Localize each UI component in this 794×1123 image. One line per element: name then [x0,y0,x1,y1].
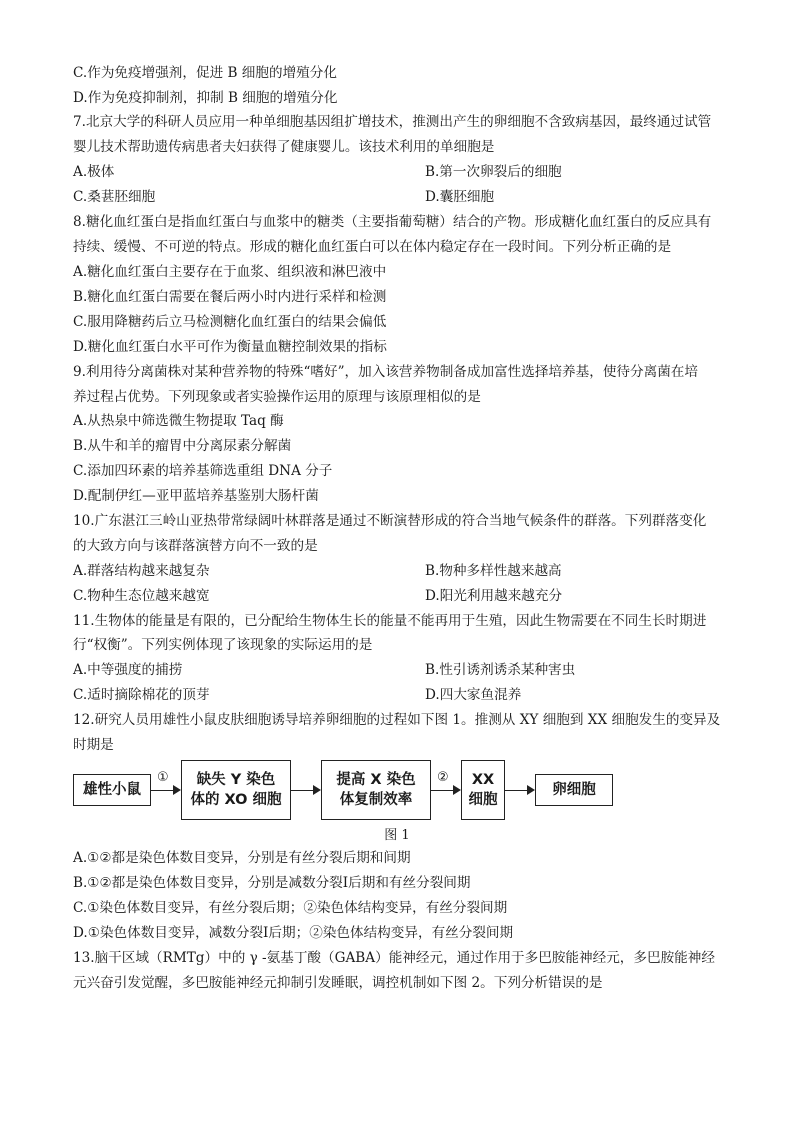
question-12-line1: 12.研究人员用雄性小鼠皮肤细胞诱导培养卵细胞的过程如下图 1。推测从 XY 细胞到 XX 细胞发生的变异及 [73,712,721,728]
option-8c: C.服用降糖药后立马检测糖化血红蛋白的结果会偏低 [73,314,387,330]
question-13-line1: 13.脑干区域（RMTg）中的 γ -氨基丁酸（GABA）能神经元，通过作用于多巴胺能神经元，多巴胺能神经 [73,950,715,966]
arrow-1 [151,790,179,791]
box-xx-cell: XX 细胞 [461,760,505,820]
option-6c: C.作为免疫增强剂，促进 B 细胞的增殖分化 [73,65,337,81]
box-x-replication: 提高 X 染色 体复制效率 [321,760,431,820]
question-8-line2: 持续、缓慢、不可逆的特点。形成的糖化血红蛋白可以在体内稳定存在一段时间。下列分析正确的是 [73,239,672,255]
question-12-line2: 时期是 [73,737,114,753]
question-8-line1: 8.糖化血红蛋白是指血红蛋白与血浆中的糖类（主要指葡萄糖）结合的产物。形成糖化血红蛋白的反应具有 [73,214,712,230]
option-12d: D.①染色体数目变异，减数分裂Ⅰ后期；②染色体结构变异，有丝分裂间期 [73,925,514,941]
question-7-line1: 7.北京大学的科研人员应用一种单细胞基因组扩增技术，推测出产生的卵细胞不含致病基因，最终通过试管 [73,114,712,130]
option-9b: B.从牛和羊的瘤胃中分离尿素分解菌 [73,438,292,454]
step-2-label: ② [437,770,449,785]
option-6d: D.作为免疫抑制剂，抑制 B 细胞的增殖分化 [73,90,338,106]
options-7cd: C.桑葚胚细胞 D.囊胚细胞 [73,189,495,205]
option-9d: D.配制伊红—亚甲蓝培养基鉴别大肠杆菌 [73,488,319,504]
question-9-line1: 9.利用待分离菌株对某种营养物的特殊“嗜好”，加入该营养物制备成加富性选择培养基，使待分离菌在培 [73,364,698,380]
option-12b: B.①②都是染色体数目变异，分别是减数分裂Ⅰ后期和有丝分裂间期 [73,875,471,891]
step-1-label: ① [157,770,169,785]
question-13-line2: 元兴奋引发觉醒，多巴胺能神经元抑制引发睡眠，调控机制如下图 2。下列分析错误的是 [73,975,603,991]
options-10ab: A.群落结构越来越复杂 B.物种多样性越来越高 [73,563,562,579]
option-8a: A.糖化血红蛋白主要存在于血浆、组织液和淋巴液中 [73,264,387,280]
figure-1-caption: 图 1 [384,828,410,843]
option-12c: C.①染色体数目变异，有丝分裂后期；②染色体结构变异，有丝分裂间期 [73,900,508,916]
box-xo-cell: 缺失 Y 染色 体的 XO 细胞 [181,760,291,820]
question-11-line1: 11.生物体的能量是有限的，已分配给生物体生长的能量不能再用于生殖，因此生物需要在不同生长时期进 [73,613,707,629]
option-9a: A.从热泉中筛选微生物提取 Taq 酶 [73,413,284,429]
option-8b: B.糖化血红蛋白需要在餐后两小时内进行采样和检测 [73,289,387,305]
question-7-line2: 婴儿技术帮助遗传病患者夫妇获得了健康婴儿。该技术利用的单细胞是 [73,139,495,155]
box-male-mouse: 雄性小鼠 [73,774,151,806]
arrow-3 [431,790,459,791]
options-10cd: C.物种生态位越来越宽 D.阳光利用越来越充分 [73,588,563,604]
question-10-line1: 10.广东湛江三岭山亚热带常绿阔叶林群落是通过不断演替形成的符合当地气候条件的群落。下列群落变化 [73,513,707,529]
question-10-line2: 的大致方向与该群落演替方向不一致的是 [73,538,318,554]
options-7ab: A.极体 B.第一次卵裂后的细胞 [73,164,562,180]
figure-1-flow [73,760,633,820]
arrow-2 [291,790,319,791]
option-12a: A.①②都是染色体数目变异，分别是有丝分裂后期和间期 [73,850,411,866]
box-egg-cell: 卵细胞 [535,774,613,806]
question-9-line2: 养过程占优势。下列现象或者实验操作运用的原理与该原理相似的是 [73,389,481,405]
question-11-line2: 行“权衡”。下列实例体现了该现象的实际运用的是 [73,637,373,653]
options-11ab: A.中等强度的捕捞 B.性引诱剂诱杀某种害虫 [73,662,576,678]
options-11cd: C.适时摘除棉花的顶芽 D.四大家鱼混养 [73,687,522,703]
option-9c: C.添加四环素的培养基筛选重组 DNA 分子 [73,463,333,479]
arrow-4 [505,790,533,791]
option-8d: D.糖化血红蛋白水平可作为衡量血糖控制效果的指标 [73,339,387,355]
